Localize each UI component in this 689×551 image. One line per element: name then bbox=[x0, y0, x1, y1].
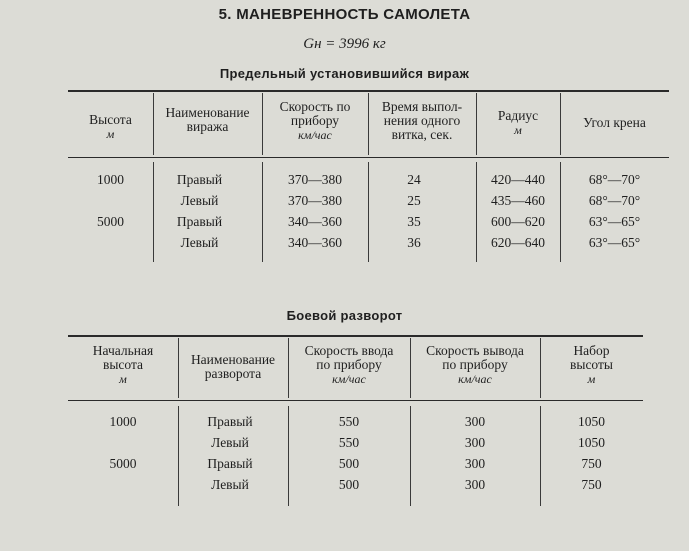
table1-cell-speed: 340—360 bbox=[288, 214, 342, 229]
table1-cell-radius: 435—460 bbox=[491, 193, 545, 208]
header-line: нения одного bbox=[383, 113, 461, 128]
table1-title: Предельный установившийся вираж bbox=[219, 66, 470, 81]
table1-cell-radius: 620—640 bbox=[491, 235, 545, 250]
table2-column-header bbox=[410, 344, 540, 386]
header-line: Наименование bbox=[165, 105, 250, 120]
header-line: Время выпол- bbox=[381, 99, 463, 114]
table2-cell-exit: 300 bbox=[464, 477, 486, 492]
table1-header-rule bbox=[68, 157, 669, 158]
table1-cell-bank: 63°—65° bbox=[588, 214, 641, 229]
table2-cell-entry: 500 bbox=[338, 477, 360, 492]
table1-cell-bank: 68°—70° bbox=[588, 193, 641, 208]
header-line: Скорость ввода bbox=[304, 343, 394, 358]
header-unit: км/час bbox=[458, 372, 492, 386]
table1-column-header bbox=[560, 116, 669, 130]
table2-cell-exit: 300 bbox=[464, 435, 486, 450]
table2-cell-altitude: 5000 bbox=[109, 456, 137, 471]
table1-cell-radius: 600—620 bbox=[491, 214, 545, 229]
header-line: высоты bbox=[570, 357, 613, 372]
table2-header-rule bbox=[68, 400, 643, 401]
table1-cell-altitude: 5000 bbox=[97, 214, 124, 229]
table2-cell-gain: 1050 bbox=[578, 414, 605, 429]
header-line: Скорость вывода bbox=[426, 343, 524, 358]
header-line: Высота bbox=[89, 112, 132, 127]
weight-label: Gн = 3996 кг bbox=[303, 36, 386, 52]
table1-cell-time: 35 bbox=[407, 214, 421, 229]
table1-cell-speed: 370—380 bbox=[288, 172, 342, 187]
table1-cell-time: 36 bbox=[407, 235, 421, 250]
table2-cell-name: Левый bbox=[211, 435, 249, 450]
table1-column-header bbox=[153, 106, 262, 134]
table2-cell-name: Правый bbox=[207, 456, 253, 471]
header-line: Набор bbox=[573, 343, 610, 358]
table2-column-header bbox=[540, 344, 643, 386]
header-line: прибору bbox=[290, 113, 340, 128]
header-line: Скорость по bbox=[279, 99, 351, 114]
table1-cell-speed: 370—380 bbox=[288, 193, 342, 208]
header-line: по прибору bbox=[316, 357, 382, 372]
table1-column-header bbox=[476, 109, 560, 137]
header-line: Радиус bbox=[497, 108, 539, 123]
table2-cell-entry: 550 bbox=[338, 414, 360, 429]
table1-cell-bank: 68°—70° bbox=[588, 172, 641, 187]
table1-cell-name: Правый bbox=[176, 172, 223, 187]
table2-top-rule bbox=[68, 335, 643, 337]
table1-cell-speed: 340—360 bbox=[288, 235, 342, 250]
header-line: Угол крена bbox=[583, 115, 646, 130]
table1-cell-name: Правый bbox=[176, 214, 223, 229]
table2-column-header bbox=[178, 353, 288, 381]
table1-cell-time: 24 bbox=[407, 172, 421, 187]
header-line: Начальная bbox=[92, 343, 154, 358]
table2-cell-exit: 300 bbox=[464, 456, 486, 471]
table2-cell-altitude: 1000 bbox=[109, 414, 137, 429]
table2-cell-name: Левый bbox=[211, 477, 249, 492]
table1-column-header bbox=[368, 100, 476, 142]
section-title: 5. МАНЕВРЕННОСТЬ САМОЛЕТА bbox=[218, 6, 471, 23]
header-line: высота bbox=[102, 357, 144, 372]
table2-cell-entry: 550 bbox=[338, 435, 360, 450]
table1-cell-altitude: 1000 bbox=[97, 172, 124, 187]
header-line: разворота bbox=[204, 366, 262, 381]
table1-top-rule bbox=[68, 90, 669, 92]
table2-column-header bbox=[288, 344, 410, 386]
table2-cell-gain: 1050 bbox=[578, 435, 605, 450]
table2-cell-gain: 750 bbox=[581, 456, 602, 471]
table1-cell-name: Левый bbox=[180, 235, 219, 250]
table1-cell-name: Левый bbox=[180, 193, 219, 208]
header-unit: м bbox=[106, 127, 115, 141]
header-line: виража bbox=[186, 119, 229, 134]
table1-cell-time: 25 bbox=[407, 193, 421, 208]
table2-cell-name: Правый bbox=[207, 414, 253, 429]
header-unit: м bbox=[587, 372, 596, 386]
header-unit: м bbox=[514, 123, 522, 137]
table1-cell-radius: 420—440 bbox=[491, 172, 545, 187]
table2-title: Боевой разворот bbox=[286, 308, 403, 323]
header-unit: км/час bbox=[332, 372, 366, 386]
table1-column-header bbox=[68, 113, 153, 141]
table2-cell-gain: 750 bbox=[581, 477, 602, 492]
header-line: Наименование bbox=[190, 352, 276, 367]
table2-cell-exit: 300 bbox=[464, 414, 486, 429]
header-unit: км/час bbox=[298, 128, 332, 142]
table1-cell-bank: 63°—65° bbox=[588, 235, 641, 250]
table1-column-header bbox=[262, 100, 368, 142]
header-line: по прибору bbox=[442, 357, 508, 372]
header-line: витка, сек. bbox=[391, 127, 453, 142]
table2-column-header bbox=[68, 344, 178, 386]
header-unit: м bbox=[119, 372, 127, 386]
table2-cell-entry: 500 bbox=[338, 456, 360, 471]
